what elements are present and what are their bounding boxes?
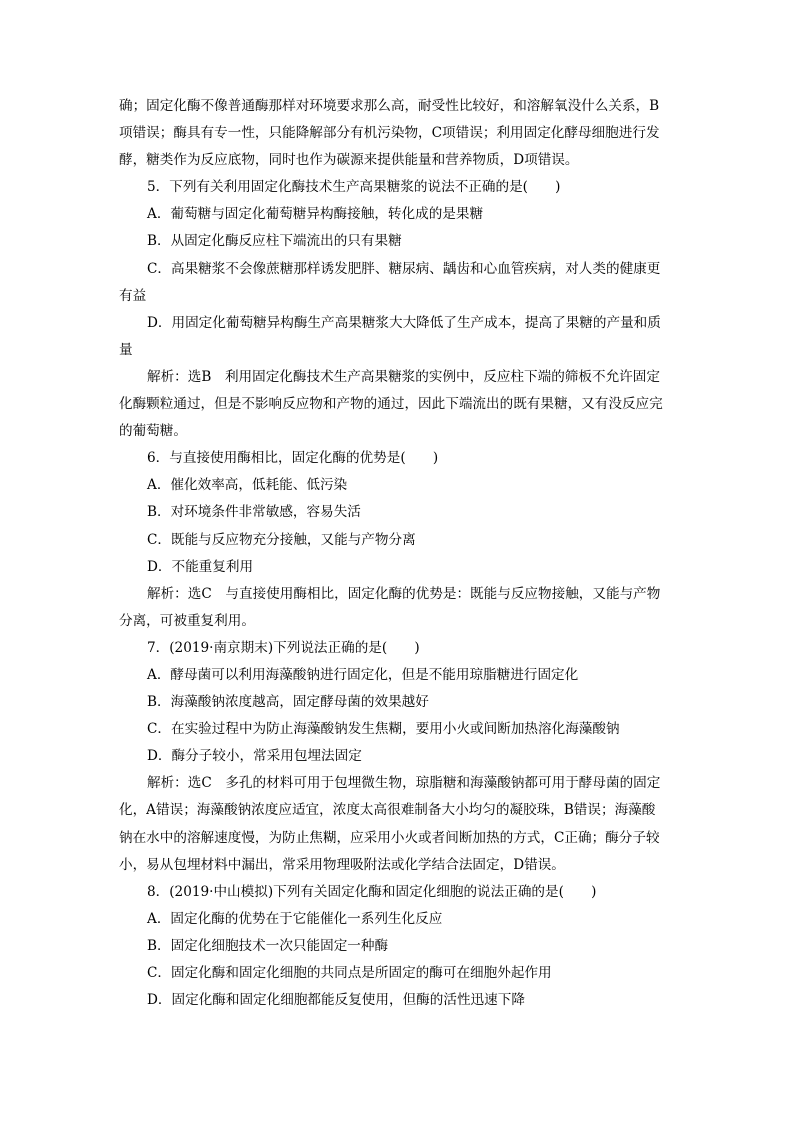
question-5-stem: 5．下列有关利用固定化酶技术生产高果糖浆的说法不正确的是( ): [147, 179, 561, 196]
text-line: 项错误；酶具有专一性，只能降解部分有机污染物，C项错误；利用固定化酵母细胞进行发: [119, 125, 660, 142]
question-6-option-a: A．催化效率高，低耗能、低污染: [147, 477, 348, 494]
question-7-option-b: B．海藻酸钠浓度越高，固定酵母菌的效果越好: [147, 694, 429, 711]
question-7-option-a: A．酵母菌可以利用海藻酸钠进行固定化，但是不能用琼脂糖进行固定化: [147, 666, 579, 683]
question-8-option-c: C．固定化酶和固定化细胞的共同点是所固定的酶可在细胞外起作用: [147, 965, 552, 981]
question-5-option-d: D．用固定化葡萄糖异构酶生产高果糖浆大大降低了生产成本，提高了果糖的产量和质: [147, 314, 661, 331]
question-8-option-d: D．固定化酶和固定化细胞都能反复使用，但酶的活性迅速下降: [147, 992, 525, 1009]
question-7-analysis-cont: 小，易从包埋材料中漏出，常采用物理吸附法或化学结合法固定，D错误。: [119, 856, 565, 873]
question-5-analysis-cont: 化酶颗粒通过，但是不影响反应物和产物的通过，因此下端流出的既有果糖，又有没反应完: [119, 396, 663, 413]
question-6-stem: 6．与直接使用酶相比，固定化酶的优势是( ): [147, 450, 439, 467]
question-5-option-a: A．葡萄糖与固定化葡萄糖异构酶接触，转化成的是果糖: [147, 206, 484, 223]
question-6-option-d: D．不能重复利用: [147, 558, 254, 575]
question-7-option-c: C．在实验过程中为防止海藻酸钠发生焦糊，要用小火或间断加热溶化海藻酸钠: [147, 721, 620, 738]
text-line: 确；固定化酶不像普通酶那样对环境要求那么高，耐受性比较好，和溶解氧没什么关系，B: [119, 98, 660, 114]
question-6-analysis: 解析：选C 与直接使用酶相比，固定化酶的优势是：既能与反应物接触，又能与产物: [147, 585, 661, 602]
question-5-option-c: C．高果糖浆不会像蔗糖那样诱发肥胖、糖尿病、龋齿和心血管疾病，对人类的健康更: [147, 260, 661, 277]
question-5-analysis-cont: 的葡萄糖。: [119, 423, 187, 440]
question-6-option-b: B．对环境条件非常敏感，容易失活: [147, 504, 361, 521]
question-7-analysis-cont: 钠在水中的溶解速度慢，为防止焦糊，应采用小火或者间断加热的方式，C正确；酶分子较: [119, 829, 660, 846]
document-body: [119, 93, 681, 1014]
question-7-analysis-cont: 化，A错误；海藻酸钠浓度应适宜，浓度太高很难制备大小均匀的凝胶珠，B错误；海藻酸: [119, 802, 656, 819]
question-8-stem: 8．(2019·中山模拟)下列有关固定化酶和固定化细胞的说法正确的是( ): [147, 883, 597, 900]
question-7-analysis: 解析：选C 多孔的材料可用于包埋微生物，琼脂糖和海藻酸钠都可用于酵母菌的固定: [147, 775, 661, 792]
question-8-option-a: A．固定化酶的优势在于它能催化一系列生化反应: [147, 910, 443, 927]
question-7-stem: 7．(2019·南京期末)下列说法正确的是( ): [147, 639, 420, 656]
question-8-option-b: B．固定化细胞技术一次只能固定一种酶: [147, 937, 389, 954]
question-5-analysis: 解析：选B 利用固定化酶技术生产高果糖浆的实例中，反应柱下端的筛板不允许固定: [147, 368, 660, 385]
question-7-option-d: D．酶分子较小，常采用包埋法固定: [147, 748, 362, 765]
question-6-option-c: C．既能与反应物充分接触，又能与产物分离: [147, 531, 416, 548]
text-line: 酵，糖类作为反应底物，同时也作为碳源来提供能量和营养物质，D项错误。: [119, 152, 579, 169]
question-5-option-d-cont: 量: [119, 341, 133, 358]
question-6-analysis-cont: 分离，可被重复利用。: [119, 612, 255, 629]
question-5-option-c-cont: 有益: [119, 287, 147, 304]
question-5-option-b: B．从固定化酶反应柱下端流出的只有果糖: [147, 233, 402, 250]
